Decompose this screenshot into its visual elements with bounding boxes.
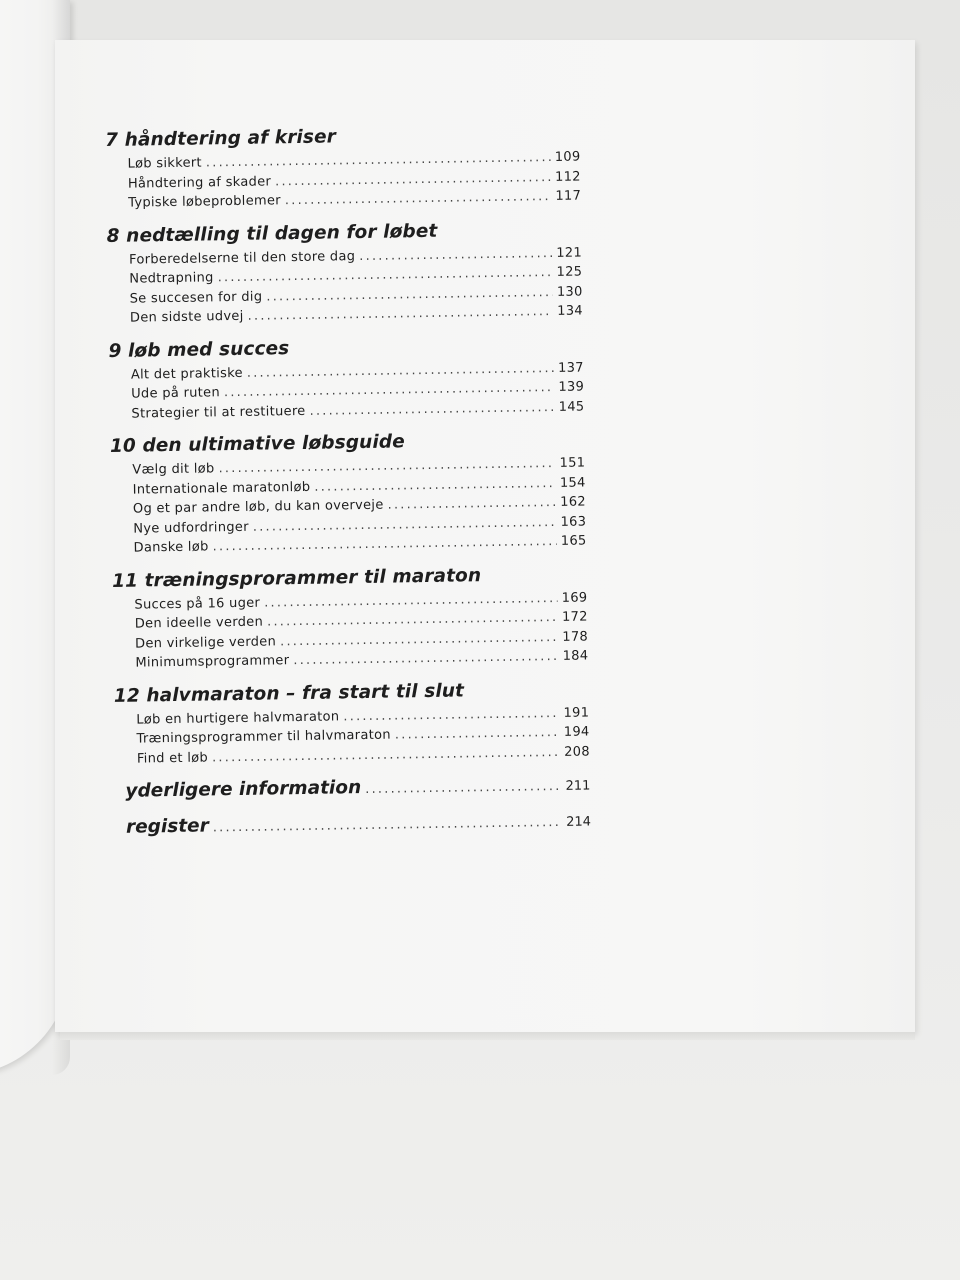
entry-page: 208 [564, 743, 590, 760]
entry-page: 139 [558, 379, 585, 395]
entry-label: Nye udfordringer [133, 519, 249, 537]
info-label: yderligere information [125, 777, 362, 802]
toc-entry-information [115, 771, 590, 804]
entry-page: 172 [561, 609, 588, 625]
entry-label: Succes på 16 uger [134, 595, 261, 613]
dot-leader [247, 302, 553, 326]
chapter-title: 7 håndtering af kriser [105, 126, 337, 151]
dot-leader [387, 493, 556, 515]
dot-leader [212, 742, 560, 767]
chapter-title: 8 nedtælling til dagen for løbet [106, 220, 438, 247]
entry-page: 134 [557, 303, 584, 319]
dot-leader [293, 647, 558, 671]
chapter-12 [114, 676, 590, 769]
entry-label: Se succesen for dig [129, 289, 263, 307]
entry-page: 194 [563, 724, 590, 740]
entry-page: 145 [558, 399, 585, 415]
register-page: 214 [566, 814, 592, 830]
entry-label: Og et par andre løb, du kan overveje [132, 497, 384, 517]
entry-label: Danske løb [133, 539, 209, 556]
dot-leader [213, 815, 561, 835]
dot-leader [212, 532, 556, 557]
dot-leader [395, 723, 560, 745]
entry-label: Den ideelle verden [134, 614, 264, 632]
entry-page: 109 [554, 149, 581, 165]
toc-entry-register [116, 807, 591, 840]
entry-label: Nedtrapning [129, 270, 214, 287]
entry-page: 169 [561, 589, 588, 606]
entry-page: 154 [559, 474, 586, 491]
entry-page: 137 [557, 360, 584, 376]
entry-label: Typiske løbeproblemer [128, 193, 281, 211]
entry-label: Find et løb [136, 749, 209, 767]
dot-leader [285, 187, 552, 211]
register-label: register [125, 815, 209, 838]
dot-leader [309, 397, 554, 420]
entry-page: 125 [556, 264, 583, 280]
chapter-10 [110, 427, 587, 559]
chapter-9 [108, 331, 584, 424]
entry-page: 191 [563, 704, 590, 721]
entry-label: Træningsprogrammer til halvmaraton [136, 727, 391, 747]
entry-label: Den virkelige verden [134, 633, 277, 652]
entry-label: Den sidste udvej [129, 308, 244, 326]
entry-label: Forberedelserne til den store dag [128, 248, 356, 268]
entry-page: 130 [556, 284, 583, 300]
chapter-11 [112, 561, 589, 673]
entry-page: 163 [560, 513, 587, 530]
info-page: 211 [565, 778, 591, 794]
chapter-8 [107, 216, 584, 328]
table-of-contents [105, 121, 591, 851]
chapter-title: 12 halvmaraton – fra start til slut [113, 679, 465, 707]
entry-page: 165 [560, 533, 587, 549]
entry-label: Internationale maratonløb [132, 479, 311, 498]
entry-label: Strategier til at restituere [131, 403, 306, 422]
entry-page: 112 [554, 169, 581, 185]
chapter-title: 10 den ultimative løbsguide [109, 431, 405, 457]
entry-page: 184 [562, 648, 589, 664]
entry-label: Minimumsprogrammer [135, 653, 290, 671]
entry-page: 151 [559, 455, 586, 471]
entry-label: Håndtering af skader [127, 173, 272, 192]
chapter-7 [105, 121, 581, 214]
entry-label: Ude på ruten [131, 385, 221, 402]
entry-label: Løb sikkert [127, 155, 202, 172]
entry-page: 121 [556, 245, 583, 261]
entry-label: Alt det praktiske [130, 365, 243, 383]
entry-page: 162 [560, 494, 587, 510]
entry-label: Vælg dit løb [132, 461, 215, 478]
chapter-title: 9 løb med succes [108, 337, 290, 362]
entry-label: Løb en hurtigere halvmaraton [136, 708, 340, 728]
entry-page: 117 [555, 188, 582, 204]
entry-page: 178 [562, 628, 589, 645]
page-stack-edge [60, 1032, 915, 1040]
dot-leader [365, 779, 560, 797]
chapter-title: 11 træningsprorammer til maraton [111, 564, 482, 592]
